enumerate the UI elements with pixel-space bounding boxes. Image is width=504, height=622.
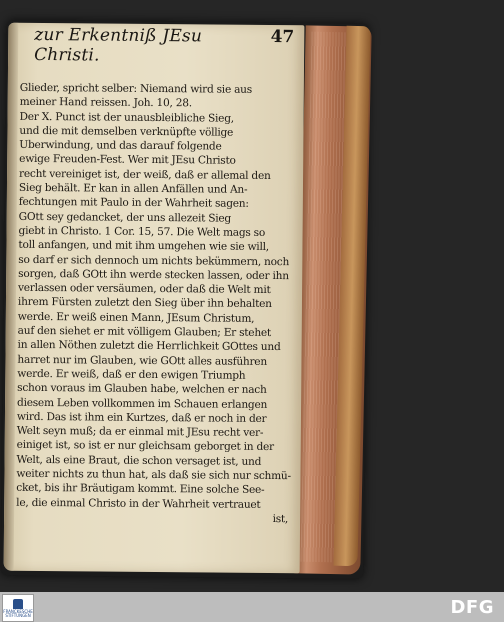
text-line: Welt seyn muß; da er einmal mit JEsu recht ver- <box>16 424 264 440</box>
text-line: werde. Er weiß einen Mann, JEsum Christum, <box>17 310 255 325</box>
viewer-footer <box>0 592 504 622</box>
building-icon <box>13 599 23 609</box>
text-line: und die mit demselben verknüpfte völlige <box>19 124 234 139</box>
catchword: ist, <box>272 512 289 526</box>
text-line: cket, bis ihr Bräutigam kommt. Eine solche See- <box>16 482 265 497</box>
text-line: so darf er sich dennoch um nichts bekümmern, noch <box>18 253 290 268</box>
running-head: zur Erkentniß JEsu Christi. <box>34 24 203 66</box>
text-line: Uberwindung, und das darauf folgende <box>19 139 222 153</box>
text-line: toll anfangen, und mit ihm umgehen wie sie will, <box>18 239 269 254</box>
text-line: GOtt sey gedancket, der uns allezeit Sieg <box>18 210 232 225</box>
text-line: wird. Das ist ihm ein Kurtzes, daß er noch in der <box>16 410 267 425</box>
text-line: le, die einmal Christo in der Wahrheit vertrauet <box>16 496 261 511</box>
text-line: sorgen, daß GOtt ihn werde stecken lassen, oder ihn <box>18 267 289 283</box>
dfg-logo[interactable]: DFG <box>450 597 494 618</box>
text-line: recht vereiniget ist, der weiß, daß er allemal den <box>19 167 271 182</box>
text-line: schon voraus im Glauben habe, welchen er nach <box>17 382 267 397</box>
text-line: fechtungen mit Paulo in der Wahrheit sagen: <box>18 196 249 211</box>
text-line: harret nur im Glauben, wie GOtt alles ausführen <box>17 353 267 368</box>
text-line: werde. Er weiß, daß er den ewigen Triumph <box>17 367 246 382</box>
logo-text: FRANCKESCHE STIFTUNGEN <box>3 608 33 618</box>
text-line: giebt in Christo. 1 Cor. 15, 57. Die Welt mags so <box>18 224 266 239</box>
text-line: in allen Nöthen zuletzt die Herrlichkeit GOttes und <box>17 339 281 354</box>
text-line: Welt, als eine Braut, die schon versaget ist, und <box>16 453 262 468</box>
text-line: ihrem Fürsten zuletzt den Sieg über ihn behalten <box>17 296 272 311</box>
text-line: einiget ist, so ist er nur gleichsam geborget in der <box>16 439 274 454</box>
text-line: auf den siehet er mit völligem Glauben; Er stehet <box>17 324 272 340</box>
text-line: weiter nichts zu thun hat, als daß sie sich nur schmü- <box>16 467 291 483</box>
body-text <box>16 81 292 527</box>
text-line: Glieder, spricht selber: Niemand wird sie aus <box>19 81 252 96</box>
text-line: Der X. Punct ist der unausbleibliche Sieg, <box>19 110 234 125</box>
page-number: 47 <box>270 27 295 48</box>
text-line: Sieg behält. Er kan in allen Anfällen und An- <box>18 181 248 196</box>
institution-logo[interactable] <box>2 594 34 622</box>
text-line: ewige Freuden-Fest. Wer mit JEsu Christo <box>19 153 236 168</box>
book-page <box>4 23 305 574</box>
text-line: meiner Hand reissen. Joh. 10, 28. <box>19 96 192 110</box>
page-header <box>34 24 295 66</box>
text-line: verlassen oder versäumen, oder daß die Welt mit <box>18 281 271 297</box>
text-line: diesem Leben vollkommen im Schauen erlangen <box>17 396 268 411</box>
